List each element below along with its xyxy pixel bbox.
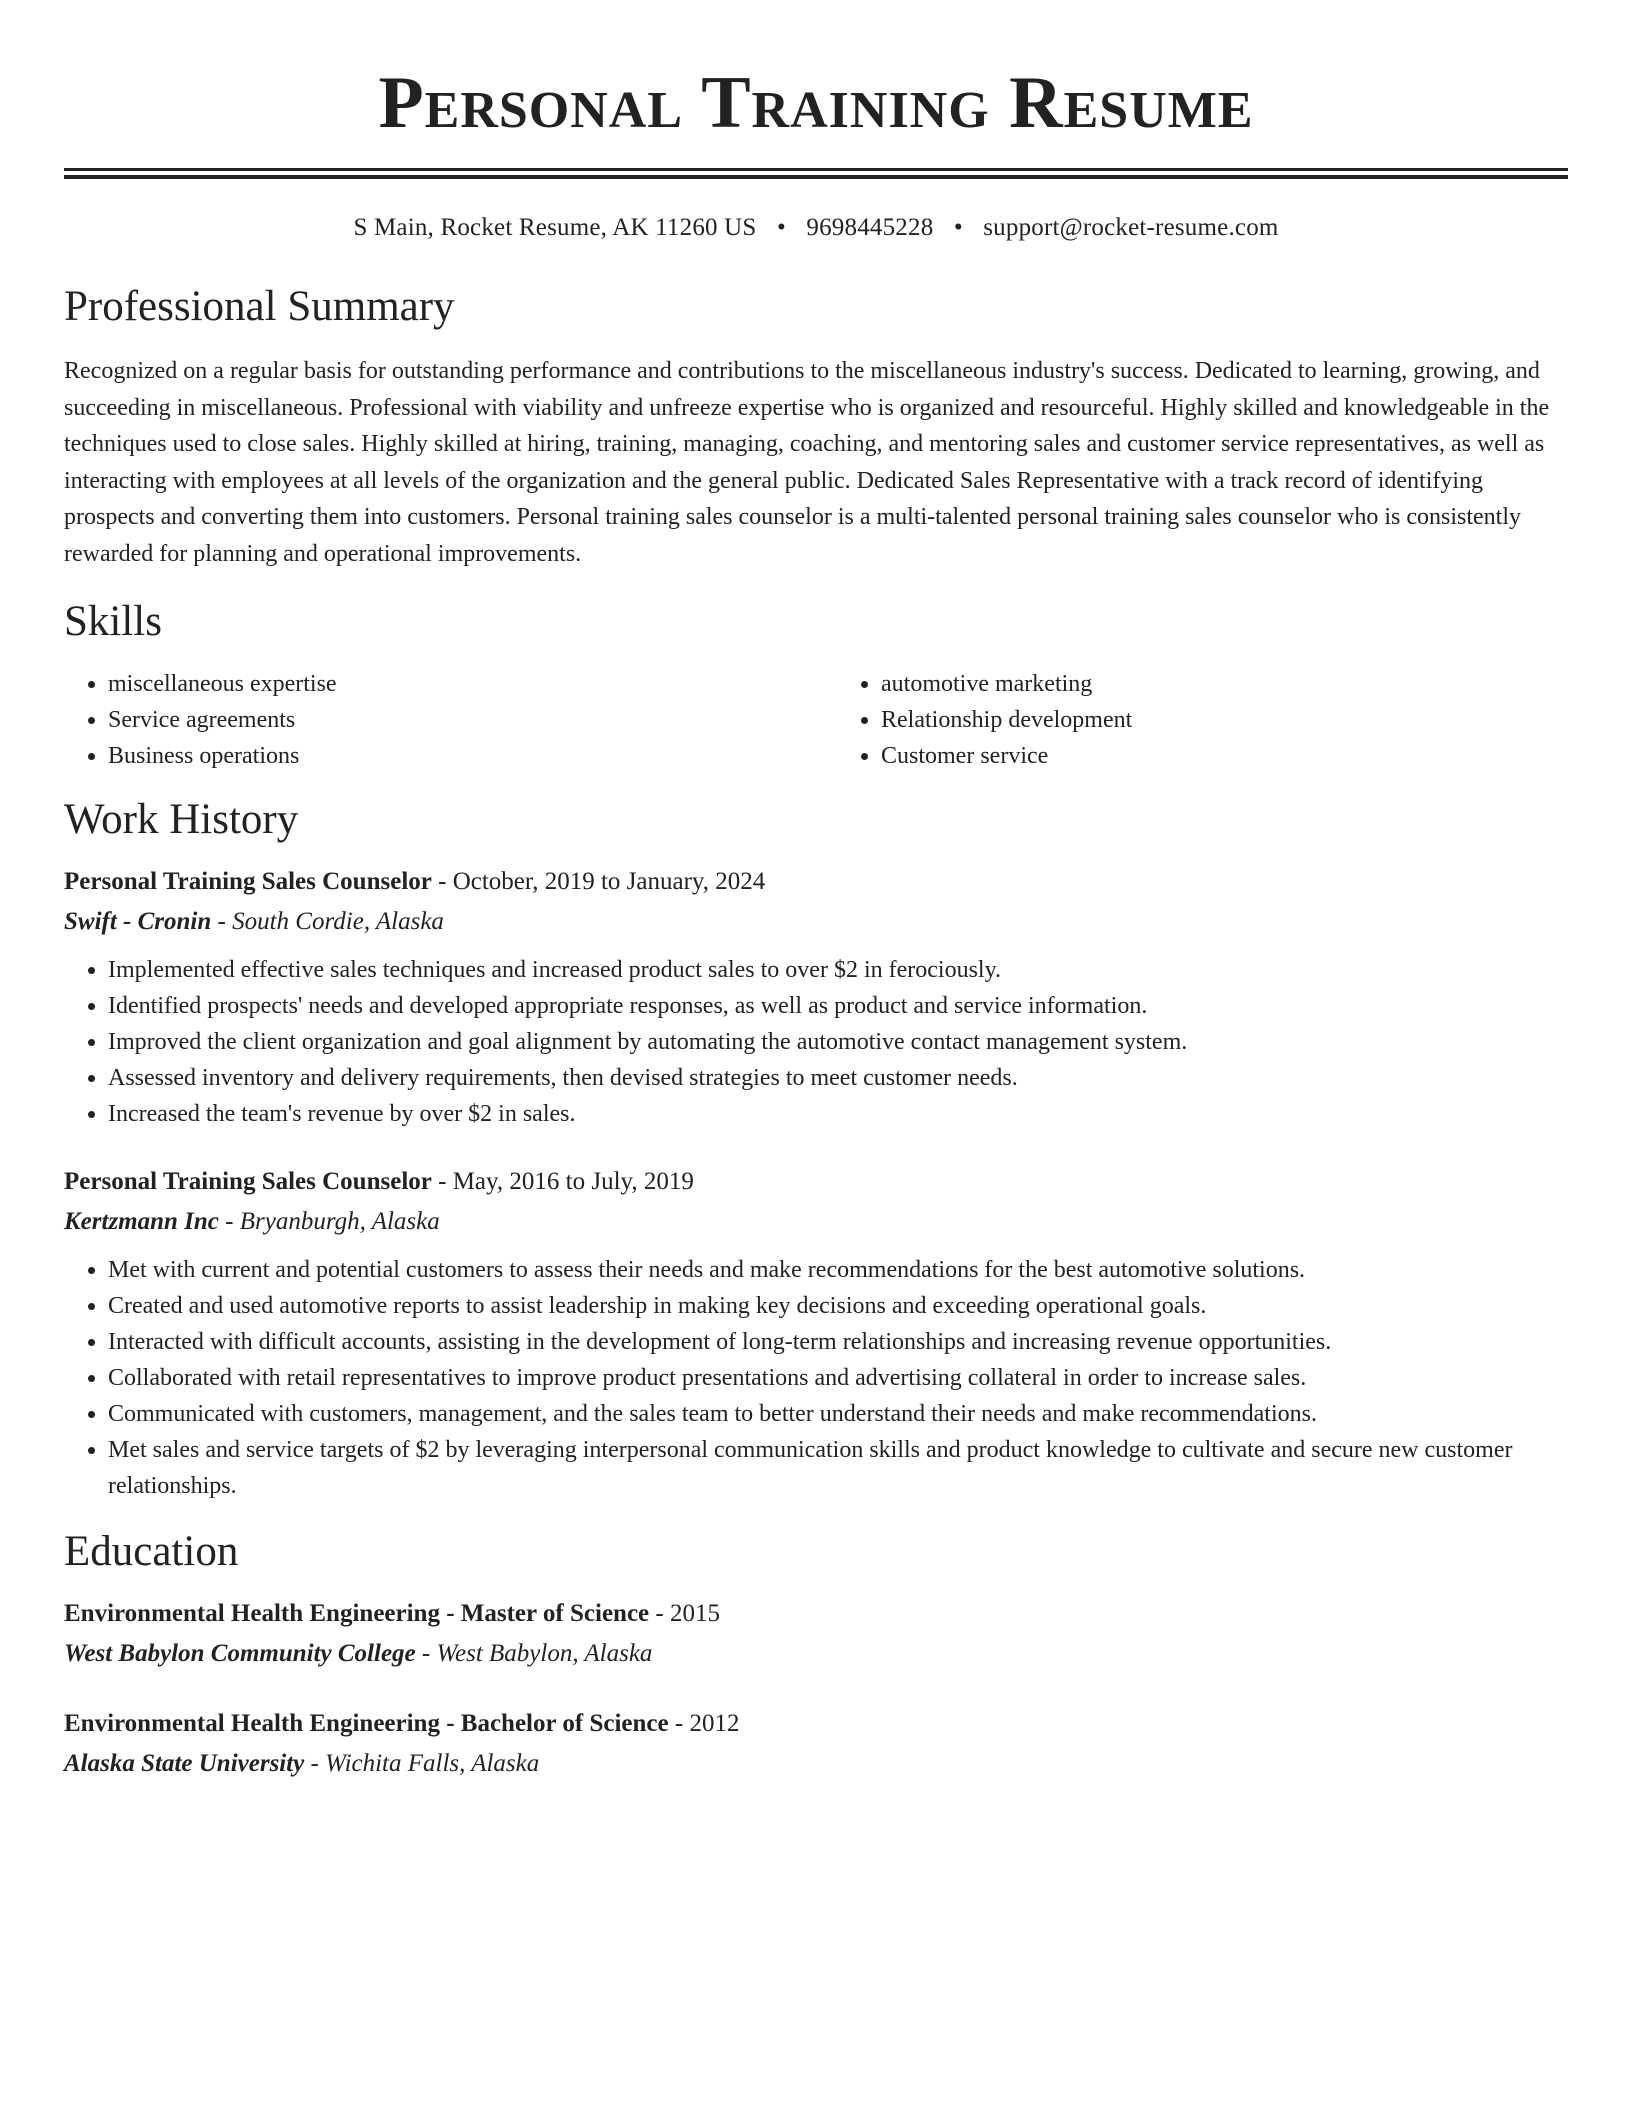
education-school-line <box>64 1634 1568 1674</box>
job-company: Kertzmann Inc <box>64 1208 219 1235</box>
job-location: Bryanburgh, Alaska <box>239 1208 440 1235</box>
skills-column-left <box>64 666 795 774</box>
title-divider <box>64 168 1568 179</box>
resume-title: Personal Training Resume <box>378 62 1254 144</box>
skill-item: • Customer service <box>881 738 1568 774</box>
job-bullets <box>64 952 1568 1132</box>
job-bullet: • Met with current and potential customers to assess their needs and make recommendations for the best automotive solutions. <box>108 1252 1568 1288</box>
dash: - <box>668 1710 690 1737</box>
job-bullet: • Collaborated with retail representatives to improve product presentations and advertising collateral in order to increase sales. <box>108 1360 1568 1396</box>
education-degree: Environmental Health Engineering - Master of Science <box>64 1600 650 1627</box>
education-year: 2012 <box>689 1710 740 1737</box>
job-company-line <box>64 902 1568 942</box>
dash: - <box>415 1640 437 1667</box>
dash: - <box>431 1168 453 1195</box>
skills-heading: Skills <box>64 598 162 645</box>
job-company-line <box>64 1202 1568 1242</box>
summary-text: Recognized on a regular basis for outstanding performance and contributions to the miscellaneous industry's success. Dedicated to learning, growing, and succeeding in miscellaneous. Professional with viability and unfreeze expertise who is organized and resourceful. Highly skilled and knowledgeable in the techniques used to close sales. Highly skilled at hiring, training, managing, coaching, and mentoring sales and customer service representatives, as well as interacting with employees at all levels of the organization and the general public. Dedicated Sales Representative with a track record of identifying prospects and converting them into customers. Personal training sales counselor is a multi-talented personal training sales counselor who is consistently rewarded for planning and operational improvements. <box>64 358 1550 567</box>
contact-email: support@rocket-resume.com <box>983 214 1279 241</box>
skills-column-right <box>795 666 1568 774</box>
job-bullet: • Assessed inventory and delivery requirements, then devised strategies to meet customer needs. <box>108 1060 1568 1096</box>
job-bullet: • Communicated with customers, management, and the sales team to better understand their needs and make recommendations. <box>108 1396 1568 1432</box>
skill-item: • Relationship development <box>881 702 1568 738</box>
dash: - <box>431 868 453 895</box>
education-school: West Babylon Community College <box>64 1640 416 1667</box>
skill-item: • miscellaneous expertise <box>108 666 795 702</box>
education-degree-line <box>64 1704 1568 1744</box>
dash: - <box>218 1208 240 1235</box>
contact-address: S Main, Rocket Resume, AK 11260 US <box>353 214 757 241</box>
job-bullet: • Identified prospects' needs and developed appropriate responses, as well as product and service information. <box>108 988 1568 1024</box>
contact-line <box>64 211 1568 245</box>
education-heading: Education <box>64 1528 239 1575</box>
job-dates: May, 2016 to July, 2019 <box>452 1168 694 1195</box>
education-school: Alaska State University <box>64 1750 305 1777</box>
job-bullet: • Interacted with difficult accounts, assisting in the development of long-term relationships and increasing revenue opportunities. <box>108 1324 1568 1360</box>
job-bullet: • Implemented effective sales techniques and increased product sales to over $2 in ferociously. <box>108 952 1568 988</box>
education-entry <box>64 1594 1568 1674</box>
education-school-line <box>64 1744 1568 1784</box>
job-title: Personal Training Sales Counselor <box>64 868 432 895</box>
education-degree-line <box>64 1594 1568 1634</box>
job-bullets <box>64 1252 1568 1504</box>
job-company: Swift - Cronin <box>64 908 212 935</box>
job-entry <box>64 862 1568 1132</box>
skill-item: • Service agreements <box>108 702 795 738</box>
job-dates: October, 2019 to January, 2024 <box>452 868 766 895</box>
education-location: Wichita Falls, Alaska <box>325 1750 540 1777</box>
summary-heading: Professional Summary <box>64 283 455 330</box>
skills-list <box>64 666 1568 774</box>
education-entry <box>64 1704 1568 1784</box>
dash: - <box>649 1600 670 1627</box>
job-bullet: • Improved the client organization and goal alignment by automating the automotive contact management system. <box>108 1024 1568 1060</box>
dash: - <box>304 1750 326 1777</box>
job-title-line <box>64 862 1568 902</box>
contact-separator: • <box>953 214 963 241</box>
education-year: 2015 <box>669 1600 720 1627</box>
education-location: West Babylon, Alaska <box>436 1640 653 1667</box>
dash: - <box>211 908 233 935</box>
job-location: South Cordie, Alaska <box>232 908 444 935</box>
job-entry <box>64 1162 1568 1504</box>
job-bullet: • Increased the team's revenue by over $2 in sales. <box>108 1096 1568 1132</box>
education-degree: Environmental Health Engineering - Bachelor of Science <box>64 1710 669 1737</box>
skill-item: • automotive marketing <box>881 666 1568 702</box>
job-title-line <box>64 1162 1568 1202</box>
job-bullet: • Met sales and service targets of $2 by leveraging interpersonal communication skills and product knowledge to cultivate and secure new customer relationships. <box>108 1432 1568 1504</box>
contact-separator: • <box>776 214 786 241</box>
skill-item: • Business operations <box>108 738 795 774</box>
work-history-heading: Work History <box>64 796 299 843</box>
contact-phone: 9698445228 <box>806 214 934 241</box>
job-title: Personal Training Sales Counselor <box>64 1168 432 1195</box>
job-bullet: • Created and used automotive reports to assist leadership in making key decisions and exceeding operational goals. <box>108 1288 1568 1324</box>
